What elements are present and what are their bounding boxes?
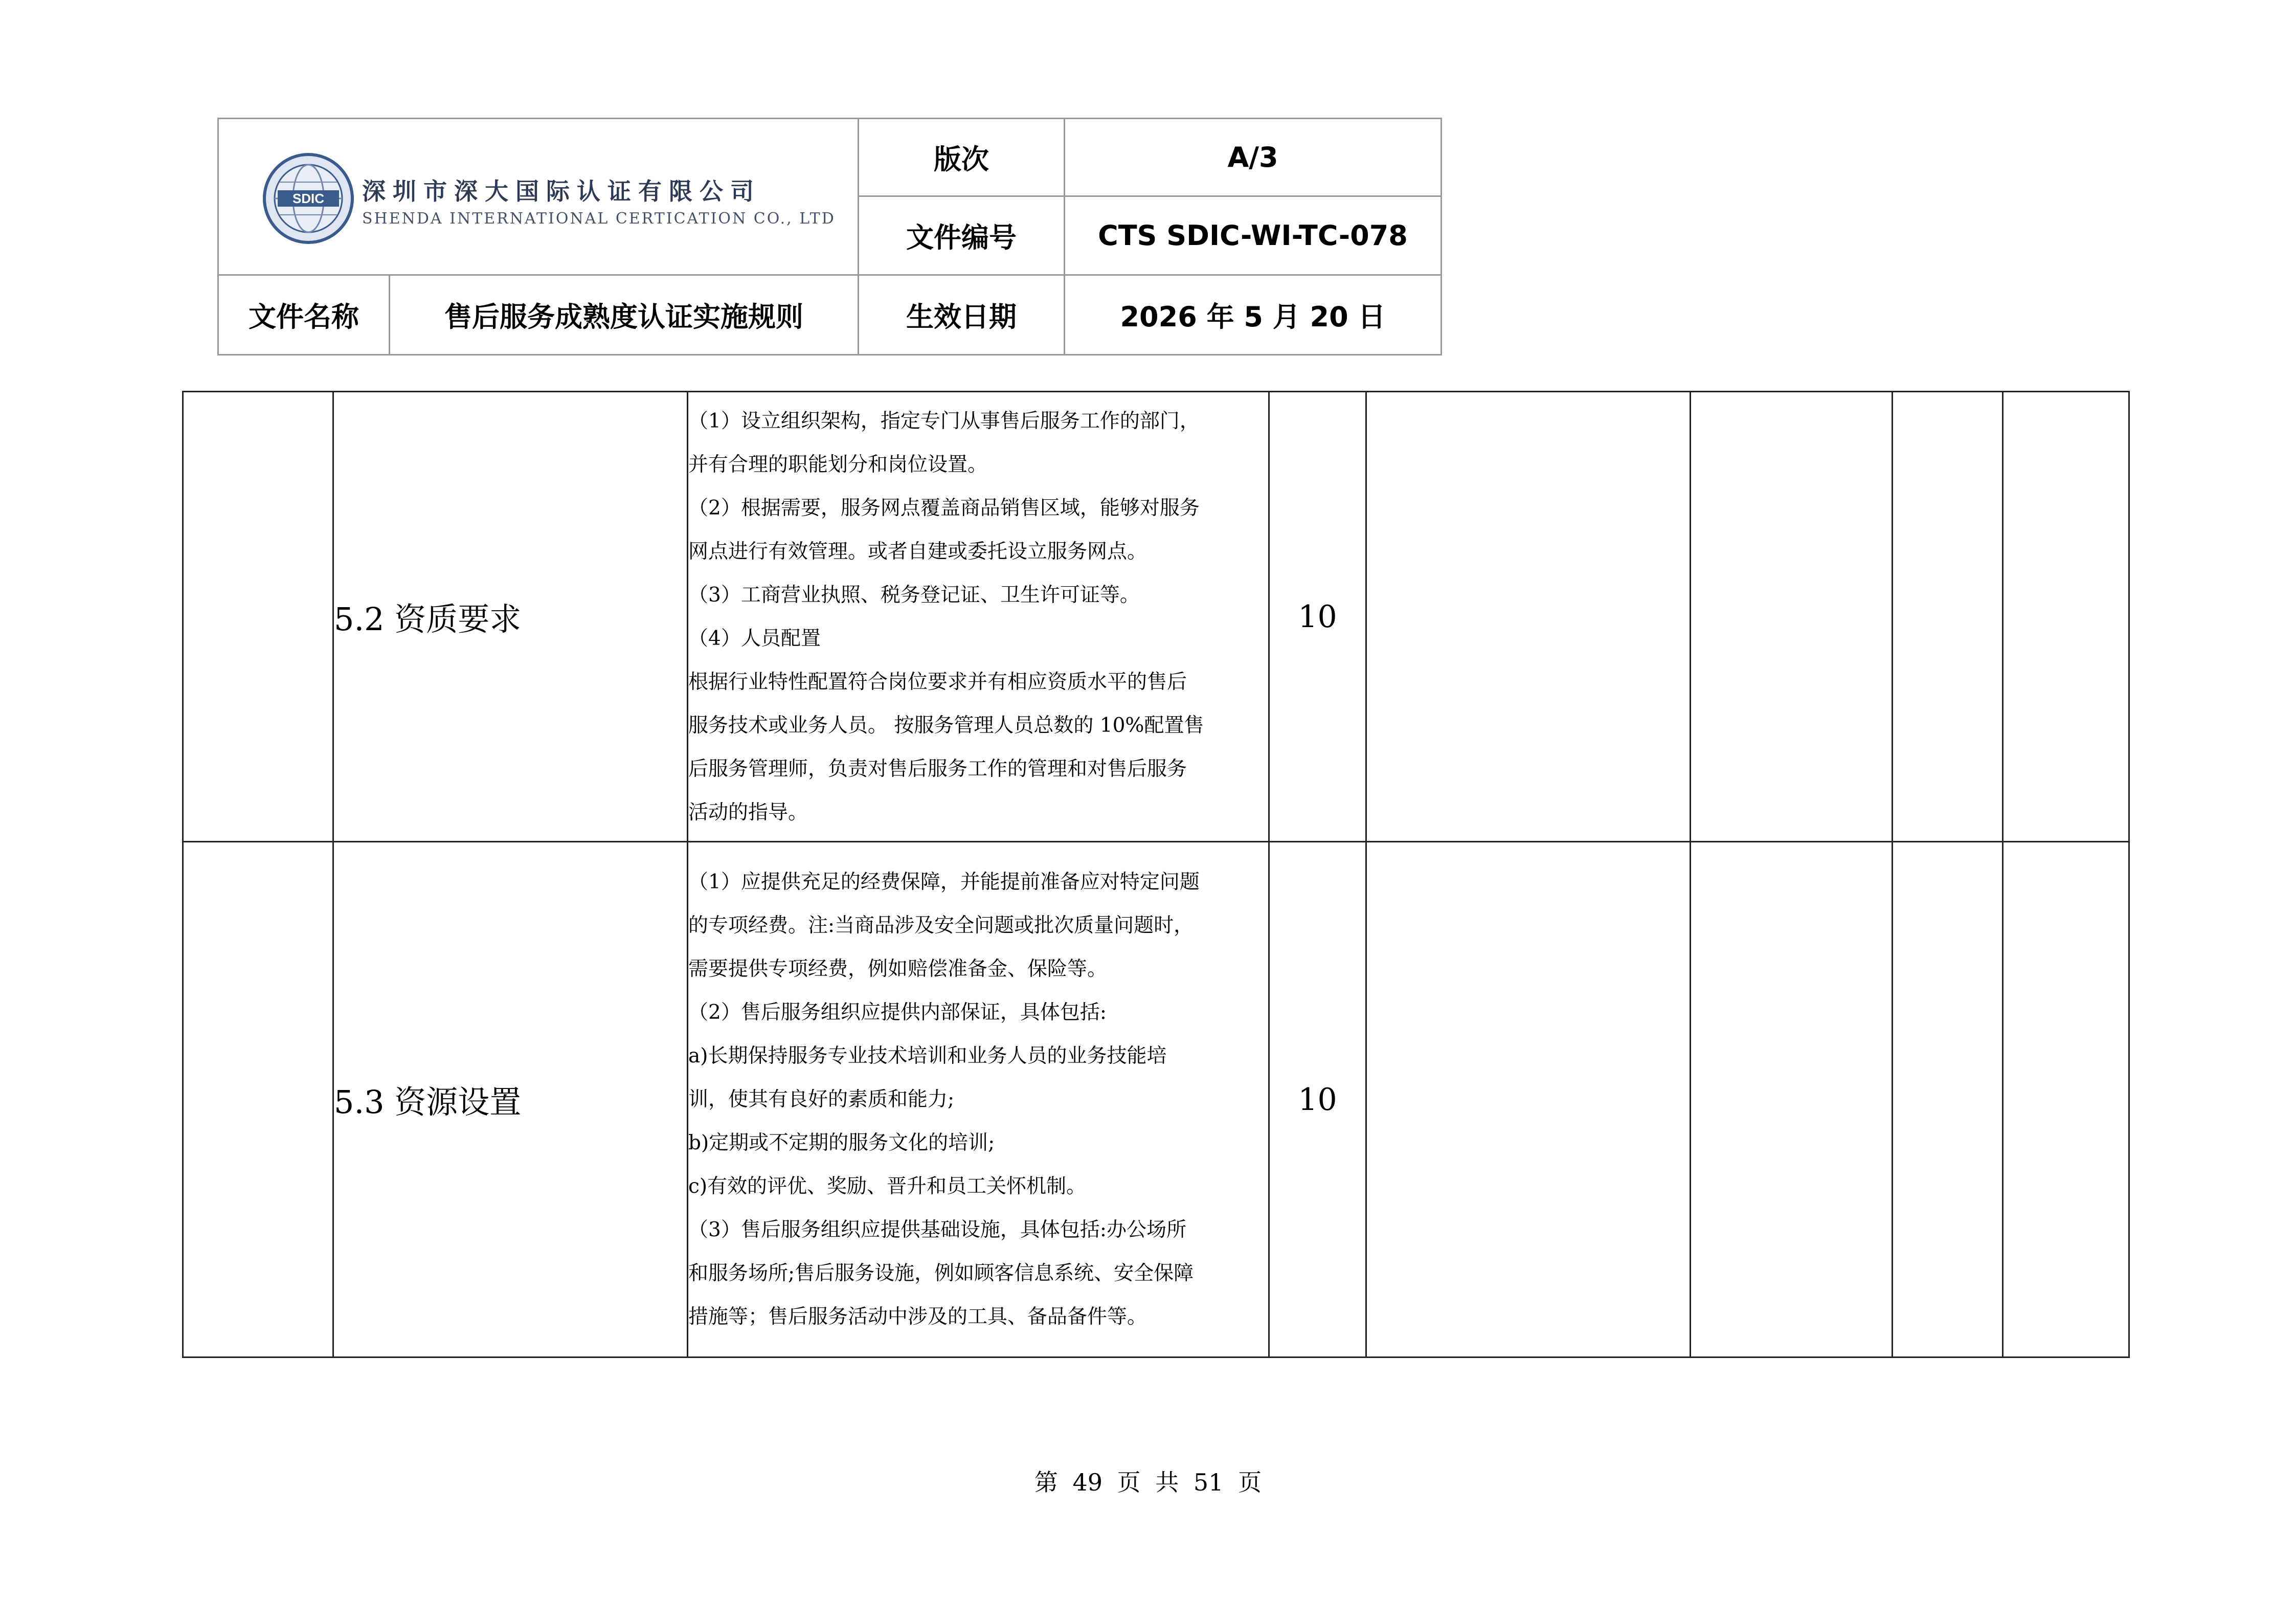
content-line: （2）售后服务组织应提供内部保证，具体包括: [688,1001,1107,1024]
requirement-content [688,842,1269,1358]
content-line: 网点进行有效管理。或者自建或委托设立服务网点。 [688,540,1147,563]
blank-cell [2003,842,2129,1358]
doc-name-label: 文件名称 [218,275,390,355]
blank-cell [2003,392,2129,842]
content-line: a)长期保持服务专业技术培训和业务人员的业务技能培 [688,1044,1167,1067]
blank-cell [1366,392,1691,842]
content-line: （4）人员配置 [688,627,821,650]
content-line: （2）根据需要，服务网点覆盖商品销售区域，能够对服务 [688,496,1200,520]
doc-number-value: CTS SDIC-WI-TC-078 [1065,196,1442,275]
content-line: 训，使其有良好的素质和能力; [688,1088,955,1111]
blank-cell [1366,842,1691,1358]
content-line: 和服务场所;售后服务设施，例如顾客信息系统、安全保障 [688,1262,1194,1285]
content-line: b)定期或不定期的服务文化的培训; [688,1131,995,1154]
blank-cell [183,392,333,842]
content-line: 需要提供专项经费，例如赔偿准备金、保险等。 [688,958,1108,981]
doc-number-label: 文件编号 [859,196,1065,275]
content-line: 活动的指导。 [688,800,808,824]
blank-cell [1893,842,2003,1358]
table-row [183,392,2129,842]
company-logo-cell [218,119,859,275]
content-line: （3）售后服务组织应提供基础设施，具体包括:办公场所 [688,1218,1186,1241]
content-line: （1）应提供充足的经费保障，并能提前准备应对特定问题 [688,871,1200,894]
blank-cell [1893,392,2003,842]
score-cell: 10 [1269,842,1366,1358]
item-title: 5.2 资质要求 [333,392,688,842]
effective-date-label: 生效日期 [859,275,1065,355]
content-line: 根据行业特性配置符合岗位要求并有相应资质水平的售后 [688,670,1187,694]
requirements-table [182,391,2130,1358]
logo-text: SDIC [292,191,325,206]
content-line: 措施等；售后服务活动中涉及的工具、备品备件等。 [688,1305,1147,1328]
content-line: 并有合理的职能划分和岗位设置。 [688,453,988,476]
content-line: c)有效的评优、奖励、晋升和员工关怀机制。 [688,1175,1087,1198]
content-line: 的专项经费。注:当商品涉及安全问题或批次质量问题时， [688,914,1194,937]
blank-cell [1691,392,1893,842]
version-label: 版次 [859,119,1065,196]
document-header [217,118,1442,355]
page-number: 第 49 页 共 51 页 [1034,1469,1262,1496]
company-name-en: SHENDA INTERNATIONAL CERTICATION CO., LTD [362,210,836,228]
company-logo [262,152,835,244]
doc-name-value: 售后服务成熟度认证实施规则 [390,275,859,355]
globe-seal-icon [262,152,354,244]
item-title: 5.3 资源设置 [333,842,688,1358]
requirement-content [688,392,1269,842]
effective-date-value: 2026 年 5 月 20 日 [1065,275,1442,355]
blank-cell [183,842,333,1358]
company-name-cn: 深圳市深大国际认证有限公司 [362,177,761,205]
score-cell: 10 [1269,392,1366,842]
blank-cell [1691,842,1893,1358]
version-value: A/3 [1065,119,1442,196]
content-line: （1）设立组织架构，指定专门从事售后服务工作的部门， [688,409,1200,433]
content-line: 服务技术或业务人员。 按服务管理人员总数的 10%配置售 [688,714,1204,737]
table-row [183,842,2129,1358]
content-line: （3）工商营业执照、税务登记证、卫生许可证等。 [688,583,1140,607]
content-line: 后服务管理师，负责对售后服务工作的管理和对售后服务 [688,757,1187,781]
